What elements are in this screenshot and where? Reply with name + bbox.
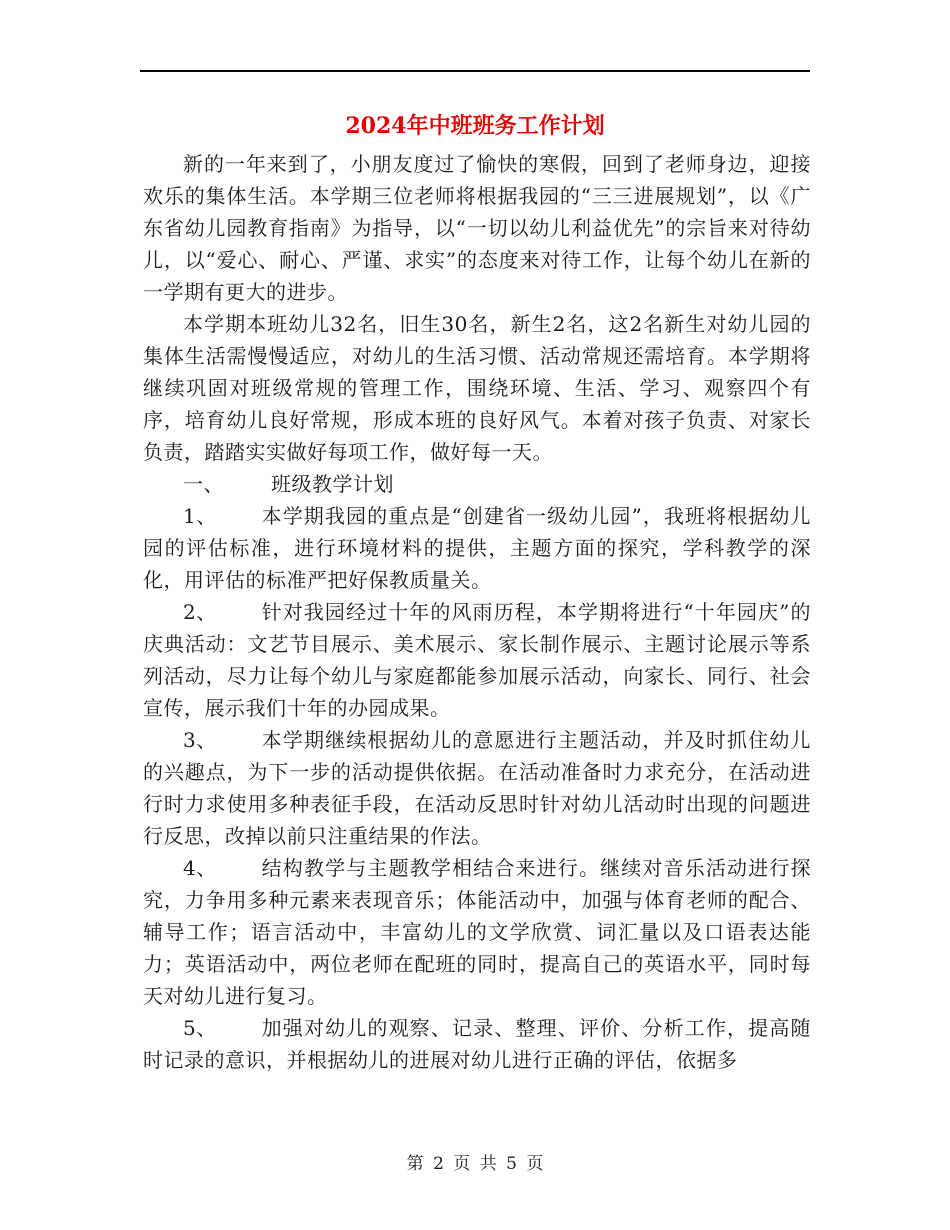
list-item-text: 结构教学与主题教学相结合来进行。继续对音乐活动进行探究，力争用多种元素来表现音乐；体能活动中，加强与体育老师的配合、辅导工作；语言活动中，丰富幼儿的文学欣赏、词汇量以及口语表达能力；英语活动中，两位老师在配班的同时，提高自己的英语水平，同时每天对幼儿进行复习。 (143, 856, 811, 1008)
list-item-text: 针对我园经过十年的风雨历程，本学期将进行“十年园庆”的庆典活动：文艺节目展示、美术展示、家长制作展示、主题讨论展示等系列活动，尽力让每个幼儿与家庭都能参加展示活动，向家长、同行、社会宣传，展示我们十年的办园成果。 (143, 600, 811, 720)
list-item-text: 本学期我园的重点是“创建省一级幼儿园”，我班将根据幼儿园的评估标准，进行环境材料的提供，主题方面的探究，学科教学的深化，用评估的标准严把好保教质量关。 (143, 504, 811, 592)
document-title: 2024年中班班务工作计划 (345, 113, 605, 139)
intro-paragraph-1: 新的一年来到了，小朋友度过了愉快的寒假，回到了老师身边，迎接欢乐的集体生活。本学期三位老师将根据我园的“三三进展规划”，以《广东省幼儿园教育指南》为指导，以“一切以幼儿利益优先”的宗旨来对待幼儿，以“爱心、耐心、严谨、求实”的态度来对待工作，让每个幼儿在新的一学期有更大的进步。 (143, 152, 811, 304)
list-item-number: 2、 (183, 600, 217, 624)
section-heading-text: 班级教学计划 (271, 472, 394, 496)
document-body (143, 148, 811, 1076)
list-item (143, 596, 811, 724)
page-number: 第 2 页 共 5 页 (406, 1154, 544, 1174)
list-item-number: 5、 (183, 1016, 217, 1040)
list-item-number: 3、 (183, 728, 217, 752)
list-item (143, 724, 811, 852)
intro-paragraph-2: 本学期本班幼儿32名，旧生30名，新生2名，这2名新生对幼儿园的集体生活需慢慢适应，对幼儿的生活习惯、活动常规还需培育。本学期将继续巩固对班级常规的管理工作，围绕环境、生活、学习、观察四个有序，培育幼儿良好常规，形成本班的良好风气。本着对孩子负责、对家长负责，踏踏实实做好每项工作，做好每一天。 (143, 312, 811, 464)
list-item (143, 500, 811, 596)
list-item-text: 本学期继续根据幼儿的意愿进行主题活动，并及时抓住幼儿的兴趣点，为下一步的活动提供依据。在活动准备时力求充分，在活动进行时力求使用多种表征手段，在活动反思时针对幼儿活动时出现的问题进行反思，改掉以前只注重结果的作法。 (143, 728, 811, 848)
list-item (143, 852, 811, 1012)
header-rule (140, 70, 810, 72)
section-heading (143, 468, 811, 500)
list-item-number: 1、 (183, 504, 217, 528)
list-item-number: 4、 (183, 856, 217, 880)
list-item-text: 加强对幼儿的观察、记录、整理、评价、分析工作，提高随时记录的意识，并根据幼儿的进展对幼儿进行正确的评估，依据多 (143, 1016, 811, 1072)
section-number: 一、 (183, 472, 224, 496)
list-item (143, 1012, 811, 1076)
